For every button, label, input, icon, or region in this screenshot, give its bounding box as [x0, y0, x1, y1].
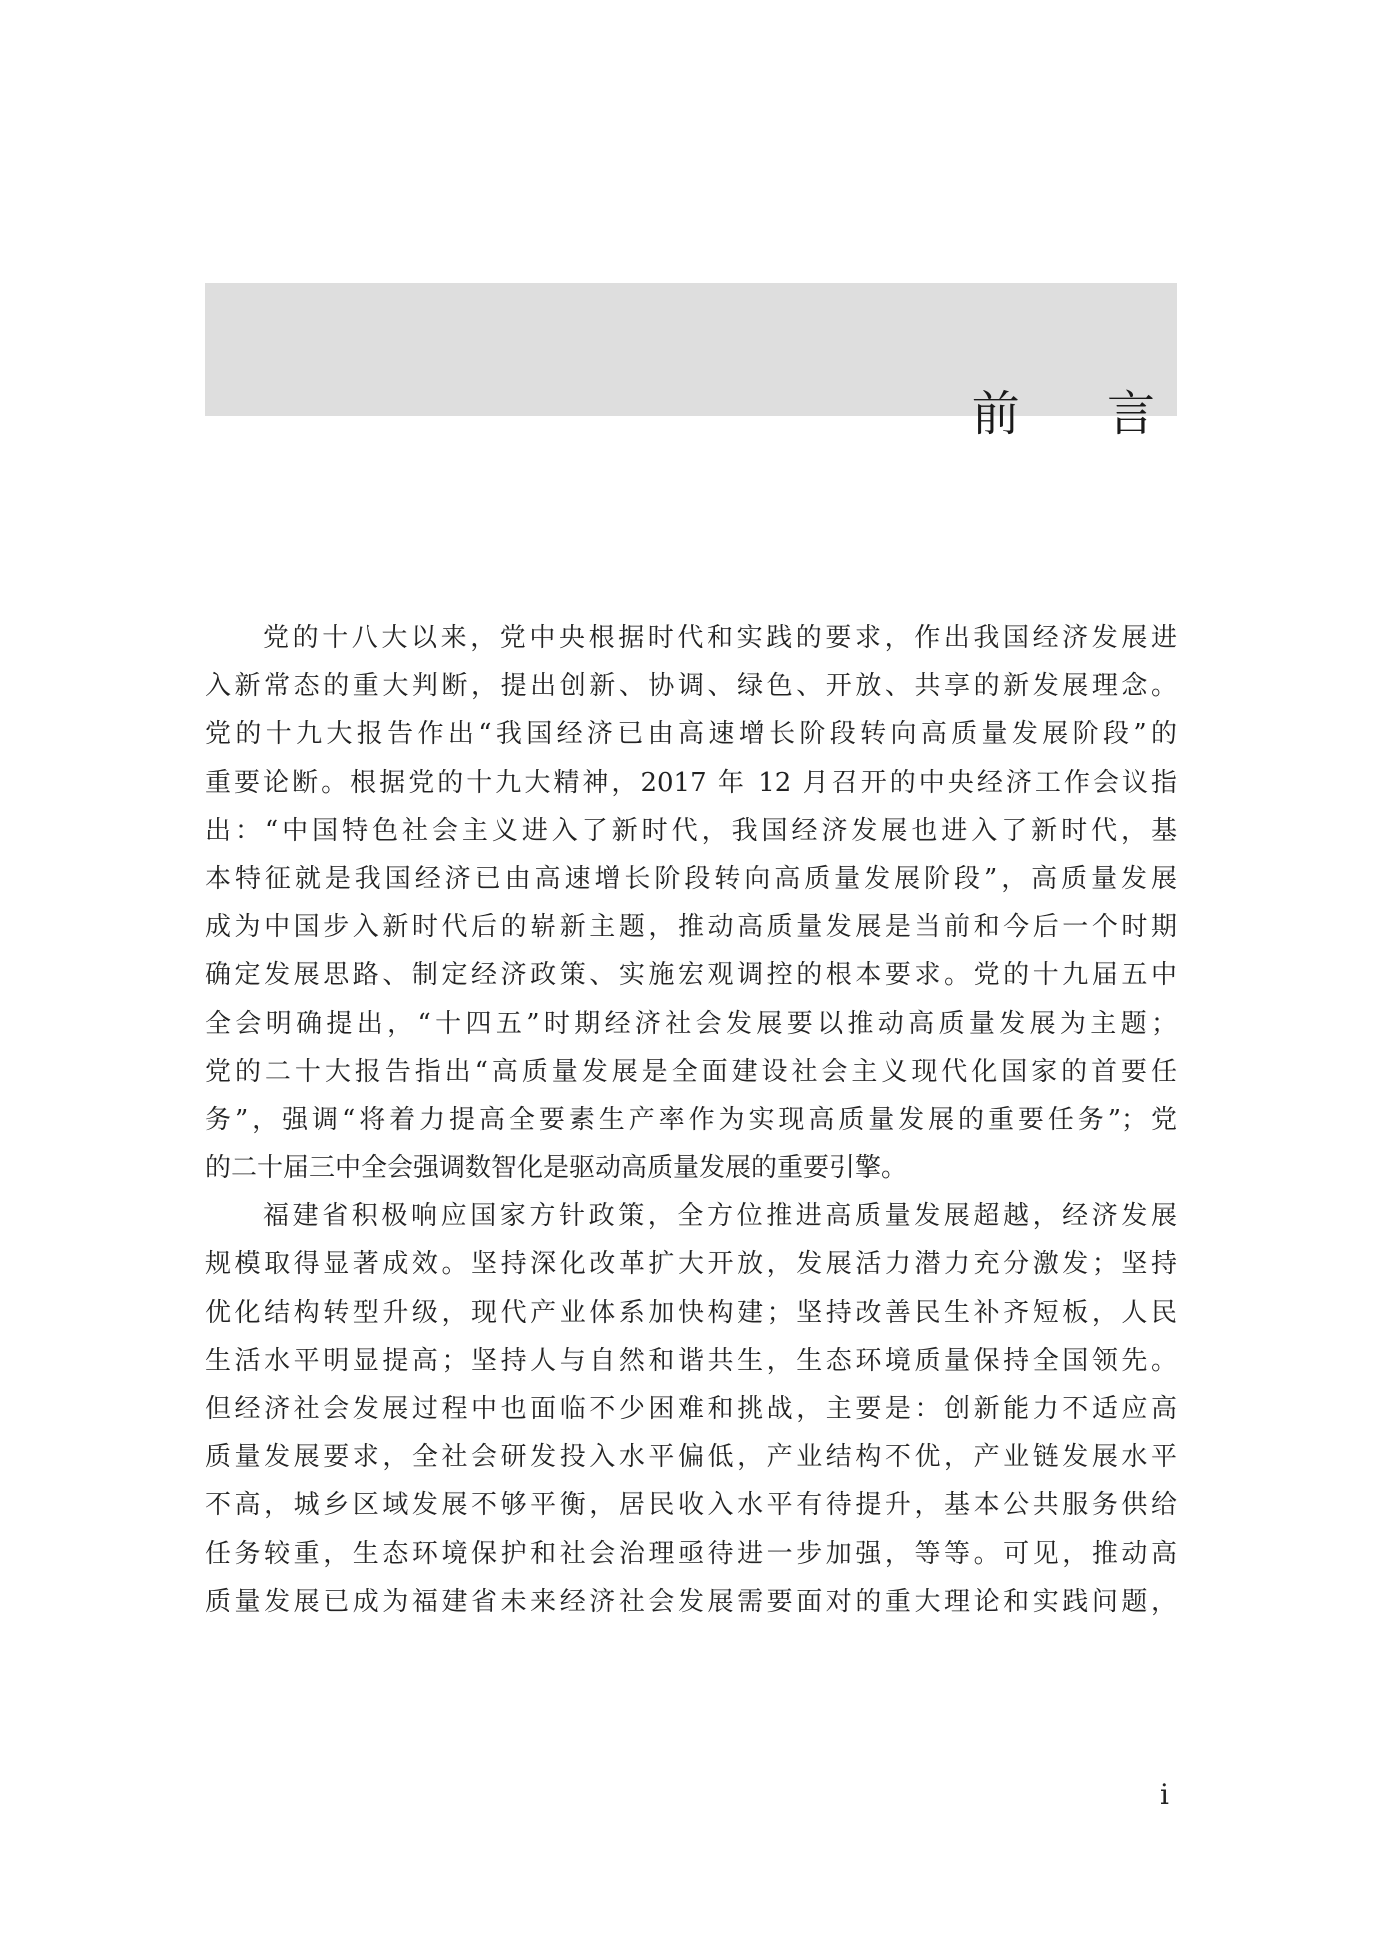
text-line: 出：“中国特色社会主义进入了新时代，我国经济发展也进入了新时代，基	[205, 815, 1177, 846]
text-line: 优化结构转型升级，现代产业体系加快构建；坚持改善民生补齐短板，人民	[205, 1297, 1177, 1328]
page-number: i	[1160, 1778, 1169, 1811]
text-line: 不高，城乡区域发展不够平衡，居民收入水平有待提升，基本公共服务供给	[205, 1490, 1177, 1521]
text-line: 成为中国步入新时代后的崭新主题，推动高质量发展是当前和今后一个时期	[205, 912, 1177, 943]
text-line: 党的十八大以来，党中央根据时代和实践的要求，作出我国经济发展进	[263, 623, 1177, 653]
paragraph-2	[205, 1192, 1177, 1626]
text-line: 务”，强调“将着力提高全要素生产率作为实现高质量发展的重要任务”；党	[205, 1104, 1177, 1135]
title-band	[205, 283, 1191, 442]
text-line: 党的十九大报告作出“我国经济已由高速增长阶段转向高质量发展阶段”的	[205, 719, 1177, 750]
text-line: 规模取得显著成效。坚持深化改革扩大开放，发展活力潜力充分激发；坚持	[205, 1249, 1177, 1280]
text-line: 生活水平明显提高；坚持人与自然和谐共生，生态环境质量保持全国领先。	[205, 1345, 1177, 1376]
text-line: 福建省积极响应国家方针政策，全方位推进高质量发展超越，经济发展	[263, 1201, 1177, 1232]
text-line: 入新常态的重大判断，提出创新、协调、绿色、开放、共享的新发展理念。	[205, 671, 1177, 702]
paragraph-1	[205, 614, 1177, 1192]
text-line: 但经济社会发展过程中也面临不少困难和挑战，主要是：创新能力不适应高	[205, 1394, 1177, 1424]
text-line: 的二十届三中全会强调数智化是驱动高质量发展的重要引擎。	[205, 1153, 908, 1184]
body-text	[205, 614, 1177, 1626]
text-line: 质量发展已成为福建省未来经济社会发展需要面对的重大理论和实践问题，	[205, 1586, 1177, 1617]
text-line: 全会明确提出，“十四五”时期经济社会发展要以推动高质量发展为主题；	[205, 1008, 1177, 1039]
text-line: 党的二十大报告指出“高质量发展是全面建设社会主义现代化国家的首要任	[205, 1056, 1177, 1087]
text-line: 本特征就是我国经济已由高速增长阶段转向高质量发展阶段”，高质量发展	[205, 863, 1177, 894]
text-line: 任务较重，生态环境保护和社会治理亟待进一步加强，等等。可见，推动高	[205, 1538, 1177, 1569]
page-title: 前 言	[971, 386, 1191, 442]
text-line: 重要论断。根据党的十九大精神，2017 年 12 月召开的中央经济工作会议指	[205, 767, 1177, 798]
text-line: 确定发展思路、制定经济政策、实施宏观调控的根本要求。党的十九届五中	[205, 960, 1177, 991]
text-line: 质量发展要求，全社会研发投入水平偏低，产业结构不优，产业链发展水平	[205, 1442, 1177, 1473]
